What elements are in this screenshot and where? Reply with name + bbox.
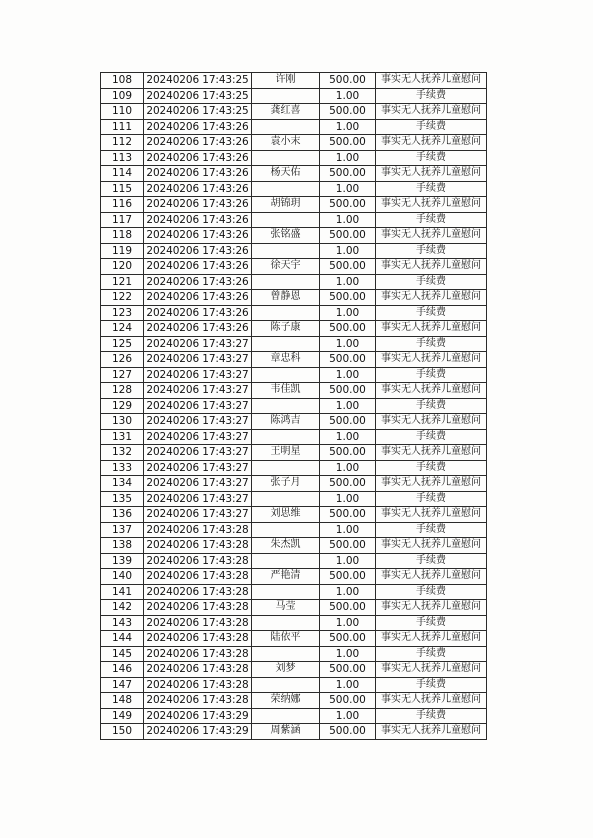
serial-number-cell: 111 xyxy=(101,119,144,135)
serial-number-cell: 116 xyxy=(101,197,144,213)
table-row xyxy=(101,460,487,476)
serial-number-cell: 125 xyxy=(101,336,144,352)
recipient-name-cell xyxy=(252,460,320,476)
recipient-name-cell: 朱杰凯 xyxy=(252,538,320,554)
table-row xyxy=(101,383,487,399)
serial-number-cell: 108 xyxy=(101,73,144,89)
purpose-cell: 事实无人抚养儿童慰问 xyxy=(376,352,487,368)
amount-cell: 1.00 xyxy=(320,522,376,538)
transaction-time-cell: 20240206 17:43:27 xyxy=(144,507,252,523)
recipient-name-cell xyxy=(252,491,320,507)
transaction-time-cell: 20240206 17:43:26 xyxy=(144,290,252,306)
purpose-cell: 事实无人抚养儿童慰问 xyxy=(376,538,487,554)
purpose-cell: 事实无人抚养儿童慰问 xyxy=(376,662,487,678)
serial-number-cell: 133 xyxy=(101,460,144,476)
amount-cell: 1.00 xyxy=(320,491,376,507)
recipient-name-cell xyxy=(252,584,320,600)
purpose-cell: 事实无人抚养儿童慰问 xyxy=(376,73,487,89)
recipient-name-cell: 荣纳娜 xyxy=(252,693,320,709)
purpose-cell: 事实无人抚养儿童慰问 xyxy=(376,693,487,709)
serial-number-cell: 126 xyxy=(101,352,144,368)
transaction-time-cell: 20240206 17:43:28 xyxy=(144,584,252,600)
recipient-name-cell: 陈鸿吉 xyxy=(252,414,320,430)
transaction-time-cell: 20240206 17:43:28 xyxy=(144,615,252,631)
serial-number-cell: 114 xyxy=(101,166,144,182)
recipient-name-cell xyxy=(252,522,320,538)
purpose-cell: 手续费 xyxy=(376,646,487,662)
serial-number-cell: 119 xyxy=(101,243,144,259)
transaction-time-cell: 20240206 17:43:26 xyxy=(144,243,252,259)
purpose-cell: 事实无人抚养儿童慰问 xyxy=(376,383,487,399)
serial-number-cell: 137 xyxy=(101,522,144,538)
transaction-time-cell: 20240206 17:43:27 xyxy=(144,383,252,399)
transaction-time-cell: 20240206 17:43:26 xyxy=(144,119,252,135)
transaction-time-cell: 20240206 17:43:26 xyxy=(144,228,252,244)
amount-cell: 500.00 xyxy=(320,538,376,554)
serial-number-cell: 131 xyxy=(101,429,144,445)
purpose-cell: 事实无人抚养儿童慰问 xyxy=(376,569,487,585)
transaction-time-cell: 20240206 17:43:26 xyxy=(144,166,252,182)
table-row xyxy=(101,662,487,678)
table-row xyxy=(101,352,487,368)
table-row xyxy=(101,708,487,724)
amount-cell: 500.00 xyxy=(320,507,376,523)
purpose-cell: 手续费 xyxy=(376,181,487,197)
table-row xyxy=(101,305,487,321)
recipient-name-cell: 韦佳凯 xyxy=(252,383,320,399)
serial-number-cell: 146 xyxy=(101,662,144,678)
serial-number-cell: 112 xyxy=(101,135,144,151)
transaction-time-cell: 20240206 17:43:25 xyxy=(144,73,252,89)
table-row xyxy=(101,88,487,104)
purpose-cell: 事实无人抚养儿童慰问 xyxy=(376,135,487,151)
amount-cell: 1.00 xyxy=(320,646,376,662)
purpose-cell: 事实无人抚养儿童慰问 xyxy=(376,321,487,337)
recipient-name-cell: 周紫涵 xyxy=(252,724,320,740)
recipient-name-cell xyxy=(252,336,320,352)
transaction-time-cell: 20240206 17:43:27 xyxy=(144,336,252,352)
serial-number-cell: 141 xyxy=(101,584,144,600)
purpose-cell: 事实无人抚养儿童慰问 xyxy=(376,197,487,213)
payment-ledger-table xyxy=(100,72,487,740)
serial-number-cell: 148 xyxy=(101,693,144,709)
serial-number-cell: 144 xyxy=(101,631,144,647)
transaction-time-cell: 20240206 17:43:27 xyxy=(144,445,252,461)
table-row xyxy=(101,522,487,538)
transaction-time-cell: 20240206 17:43:28 xyxy=(144,600,252,616)
recipient-name-cell: 胡锦玥 xyxy=(252,197,320,213)
table-row xyxy=(101,73,487,89)
purpose-cell: 事实无人抚养儿童慰问 xyxy=(376,259,487,275)
purpose-cell: 手续费 xyxy=(376,119,487,135)
recipient-name-cell: 龚红喜 xyxy=(252,104,320,120)
amount-cell: 500.00 xyxy=(320,228,376,244)
transaction-time-cell: 20240206 17:43:28 xyxy=(144,677,252,693)
purpose-cell: 事实无人抚养儿童慰问 xyxy=(376,166,487,182)
amount-cell: 500.00 xyxy=(320,197,376,213)
transaction-time-cell: 20240206 17:43:28 xyxy=(144,662,252,678)
table-row xyxy=(101,274,487,290)
purpose-cell: 手续费 xyxy=(376,367,487,383)
recipient-name-cell: 刘思维 xyxy=(252,507,320,523)
table-row xyxy=(101,693,487,709)
recipient-name-cell xyxy=(252,243,320,259)
purpose-cell: 手续费 xyxy=(376,88,487,104)
amount-cell: 1.00 xyxy=(320,212,376,228)
amount-cell: 1.00 xyxy=(320,677,376,693)
purpose-cell: 手续费 xyxy=(376,274,487,290)
recipient-name-cell: 徐天宇 xyxy=(252,259,320,275)
table-row xyxy=(101,600,487,616)
serial-number-cell: 123 xyxy=(101,305,144,321)
table-row xyxy=(101,367,487,383)
table-row xyxy=(101,321,487,337)
purpose-cell: 事实无人抚养儿童慰问 xyxy=(376,290,487,306)
transaction-time-cell: 20240206 17:43:26 xyxy=(144,274,252,290)
amount-cell: 500.00 xyxy=(320,259,376,275)
purpose-cell: 手续费 xyxy=(376,212,487,228)
serial-number-cell: 129 xyxy=(101,398,144,414)
table-row xyxy=(101,212,487,228)
amount-cell: 500.00 xyxy=(320,166,376,182)
transaction-time-cell: 20240206 17:43:26 xyxy=(144,259,252,275)
amount-cell: 1.00 xyxy=(320,553,376,569)
table-row xyxy=(101,584,487,600)
serial-number-cell: 127 xyxy=(101,367,144,383)
amount-cell: 1.00 xyxy=(320,615,376,631)
amount-cell: 500.00 xyxy=(320,104,376,120)
table-row xyxy=(101,429,487,445)
transaction-time-cell: 20240206 17:43:25 xyxy=(144,88,252,104)
table-row xyxy=(101,119,487,135)
table-row xyxy=(101,538,487,554)
recipient-name-cell xyxy=(252,677,320,693)
transaction-time-cell: 20240206 17:43:25 xyxy=(144,104,252,120)
transaction-time-cell: 20240206 17:43:27 xyxy=(144,491,252,507)
purpose-cell: 手续费 xyxy=(376,584,487,600)
serial-number-cell: 142 xyxy=(101,600,144,616)
recipient-name-cell xyxy=(252,367,320,383)
table-row xyxy=(101,724,487,740)
serial-number-cell: 132 xyxy=(101,445,144,461)
purpose-cell: 手续费 xyxy=(376,677,487,693)
recipient-name-cell: 张子月 xyxy=(252,476,320,492)
purpose-cell: 手续费 xyxy=(376,429,487,445)
ledger-body xyxy=(101,73,487,740)
purpose-cell: 手续费 xyxy=(376,522,487,538)
purpose-cell: 手续费 xyxy=(376,708,487,724)
recipient-name-cell: 陈子康 xyxy=(252,321,320,337)
table-row xyxy=(101,104,487,120)
purpose-cell: 手续费 xyxy=(376,398,487,414)
serial-number-cell: 120 xyxy=(101,259,144,275)
recipient-name-cell: 张铭盛 xyxy=(252,228,320,244)
recipient-name-cell: 严艳清 xyxy=(252,569,320,585)
serial-number-cell: 110 xyxy=(101,104,144,120)
serial-number-cell: 149 xyxy=(101,708,144,724)
table-row xyxy=(101,569,487,585)
recipient-name-cell: 杨天佑 xyxy=(252,166,320,182)
amount-cell: 1.00 xyxy=(320,181,376,197)
recipient-name-cell xyxy=(252,553,320,569)
transaction-time-cell: 20240206 17:43:26 xyxy=(144,305,252,321)
purpose-cell: 事实无人抚养儿童慰问 xyxy=(376,631,487,647)
transaction-time-cell: 20240206 17:43:27 xyxy=(144,414,252,430)
recipient-name-cell xyxy=(252,646,320,662)
serial-number-cell: 134 xyxy=(101,476,144,492)
transaction-time-cell: 20240206 17:43:27 xyxy=(144,476,252,492)
amount-cell: 500.00 xyxy=(320,321,376,337)
serial-number-cell: 122 xyxy=(101,290,144,306)
purpose-cell: 手续费 xyxy=(376,553,487,569)
table-row xyxy=(101,336,487,352)
table-row xyxy=(101,631,487,647)
transaction-time-cell: 20240206 17:43:28 xyxy=(144,553,252,569)
recipient-name-cell xyxy=(252,429,320,445)
purpose-cell: 事实无人抚养儿童慰问 xyxy=(376,228,487,244)
serial-number-cell: 140 xyxy=(101,569,144,585)
transaction-time-cell: 20240206 17:43:26 xyxy=(144,135,252,151)
amount-cell: 1.00 xyxy=(320,584,376,600)
serial-number-cell: 150 xyxy=(101,724,144,740)
recipient-name-cell: 陆依平 xyxy=(252,631,320,647)
transaction-time-cell: 20240206 17:43:28 xyxy=(144,538,252,554)
table-row xyxy=(101,445,487,461)
amount-cell: 1.00 xyxy=(320,429,376,445)
table-row xyxy=(101,259,487,275)
table-row xyxy=(101,476,487,492)
recipient-name-cell xyxy=(252,615,320,631)
recipient-name-cell: 王明星 xyxy=(252,445,320,461)
amount-cell: 1.00 xyxy=(320,460,376,476)
table-row xyxy=(101,491,487,507)
purpose-cell: 事实无人抚养儿童慰问 xyxy=(376,104,487,120)
recipient-name-cell xyxy=(252,212,320,228)
amount-cell: 1.00 xyxy=(320,150,376,166)
serial-number-cell: 113 xyxy=(101,150,144,166)
transaction-time-cell: 20240206 17:43:27 xyxy=(144,352,252,368)
table-row xyxy=(101,181,487,197)
serial-number-cell: 135 xyxy=(101,491,144,507)
purpose-cell: 手续费 xyxy=(376,460,487,476)
amount-cell: 500.00 xyxy=(320,135,376,151)
purpose-cell: 事实无人抚养儿童慰问 xyxy=(376,445,487,461)
serial-number-cell: 145 xyxy=(101,646,144,662)
amount-cell: 1.00 xyxy=(320,88,376,104)
amount-cell: 1.00 xyxy=(320,119,376,135)
serial-number-cell: 138 xyxy=(101,538,144,554)
purpose-cell: 事实无人抚养儿童慰问 xyxy=(376,724,487,740)
serial-number-cell: 130 xyxy=(101,414,144,430)
amount-cell: 500.00 xyxy=(320,73,376,89)
purpose-cell: 事实无人抚养儿童慰问 xyxy=(376,414,487,430)
transaction-time-cell: 20240206 17:43:29 xyxy=(144,708,252,724)
serial-number-cell: 143 xyxy=(101,615,144,631)
transaction-time-cell: 20240206 17:43:29 xyxy=(144,724,252,740)
transaction-time-cell: 20240206 17:43:26 xyxy=(144,321,252,337)
recipient-name-cell xyxy=(252,119,320,135)
recipient-name-cell: 马莹 xyxy=(252,600,320,616)
recipient-name-cell xyxy=(252,708,320,724)
table-row xyxy=(101,243,487,259)
amount-cell: 500.00 xyxy=(320,476,376,492)
amount-cell: 500.00 xyxy=(320,414,376,430)
table-row xyxy=(101,507,487,523)
transaction-time-cell: 20240206 17:43:26 xyxy=(144,181,252,197)
purpose-cell: 事实无人抚养儿童慰问 xyxy=(376,476,487,492)
amount-cell: 1.00 xyxy=(320,708,376,724)
amount-cell: 500.00 xyxy=(320,290,376,306)
serial-number-cell: 121 xyxy=(101,274,144,290)
purpose-cell: 手续费 xyxy=(376,243,487,259)
recipient-name-cell xyxy=(252,274,320,290)
serial-number-cell: 147 xyxy=(101,677,144,693)
recipient-name-cell xyxy=(252,88,320,104)
serial-number-cell: 117 xyxy=(101,212,144,228)
transaction-time-cell: 20240206 17:43:28 xyxy=(144,522,252,538)
amount-cell: 1.00 xyxy=(320,336,376,352)
table-row xyxy=(101,166,487,182)
amount-cell: 1.00 xyxy=(320,274,376,290)
amount-cell: 500.00 xyxy=(320,662,376,678)
transaction-time-cell: 20240206 17:43:27 xyxy=(144,429,252,445)
serial-number-cell: 128 xyxy=(101,383,144,399)
amount-cell: 500.00 xyxy=(320,693,376,709)
serial-number-cell: 109 xyxy=(101,88,144,104)
recipient-name-cell: 许刚 xyxy=(252,73,320,89)
recipient-name-cell xyxy=(252,305,320,321)
amount-cell: 500.00 xyxy=(320,724,376,740)
transaction-time-cell: 20240206 17:43:27 xyxy=(144,460,252,476)
purpose-cell: 手续费 xyxy=(376,615,487,631)
amount-cell: 1.00 xyxy=(320,367,376,383)
table-row xyxy=(101,290,487,306)
amount-cell: 500.00 xyxy=(320,445,376,461)
amount-cell: 1.00 xyxy=(320,398,376,414)
amount-cell: 1.00 xyxy=(320,243,376,259)
serial-number-cell: 139 xyxy=(101,553,144,569)
purpose-cell: 事实无人抚养儿童慰问 xyxy=(376,507,487,523)
recipient-name-cell: 曾静恩 xyxy=(252,290,320,306)
transaction-time-cell: 20240206 17:43:26 xyxy=(144,150,252,166)
recipient-name-cell xyxy=(252,398,320,414)
table-row xyxy=(101,615,487,631)
transaction-time-cell: 20240206 17:43:26 xyxy=(144,212,252,228)
purpose-cell: 事实无人抚养儿童慰问 xyxy=(376,600,487,616)
transaction-time-cell: 20240206 17:43:27 xyxy=(144,367,252,383)
purpose-cell: 手续费 xyxy=(376,150,487,166)
recipient-name-cell: 刘梦 xyxy=(252,662,320,678)
table-row xyxy=(101,646,487,662)
table-row xyxy=(101,228,487,244)
purpose-cell: 手续费 xyxy=(376,336,487,352)
amount-cell: 500.00 xyxy=(320,569,376,585)
recipient-name-cell: 袁小末 xyxy=(252,135,320,151)
transaction-time-cell: 20240206 17:43:28 xyxy=(144,631,252,647)
amount-cell: 1.00 xyxy=(320,305,376,321)
amount-cell: 500.00 xyxy=(320,600,376,616)
serial-number-cell: 136 xyxy=(101,507,144,523)
transaction-time-cell: 20240206 17:43:26 xyxy=(144,197,252,213)
recipient-name-cell xyxy=(252,181,320,197)
transaction-time-cell: 20240206 17:43:28 xyxy=(144,569,252,585)
serial-number-cell: 124 xyxy=(101,321,144,337)
table-row xyxy=(101,414,487,430)
table-row xyxy=(101,150,487,166)
serial-number-cell: 115 xyxy=(101,181,144,197)
table-row xyxy=(101,135,487,151)
amount-cell: 500.00 xyxy=(320,352,376,368)
recipient-name-cell xyxy=(252,150,320,166)
amount-cell: 500.00 xyxy=(320,383,376,399)
transaction-time-cell: 20240206 17:43:27 xyxy=(144,398,252,414)
table-row xyxy=(101,553,487,569)
purpose-cell: 手续费 xyxy=(376,491,487,507)
table-row xyxy=(101,677,487,693)
recipient-name-cell: 章忠科 xyxy=(252,352,320,368)
table-row xyxy=(101,398,487,414)
transaction-time-cell: 20240206 17:43:28 xyxy=(144,646,252,662)
table-row xyxy=(101,197,487,213)
transaction-time-cell: 20240206 17:43:28 xyxy=(144,693,252,709)
purpose-cell: 手续费 xyxy=(376,305,487,321)
serial-number-cell: 118 xyxy=(101,228,144,244)
amount-cell: 500.00 xyxy=(320,631,376,647)
